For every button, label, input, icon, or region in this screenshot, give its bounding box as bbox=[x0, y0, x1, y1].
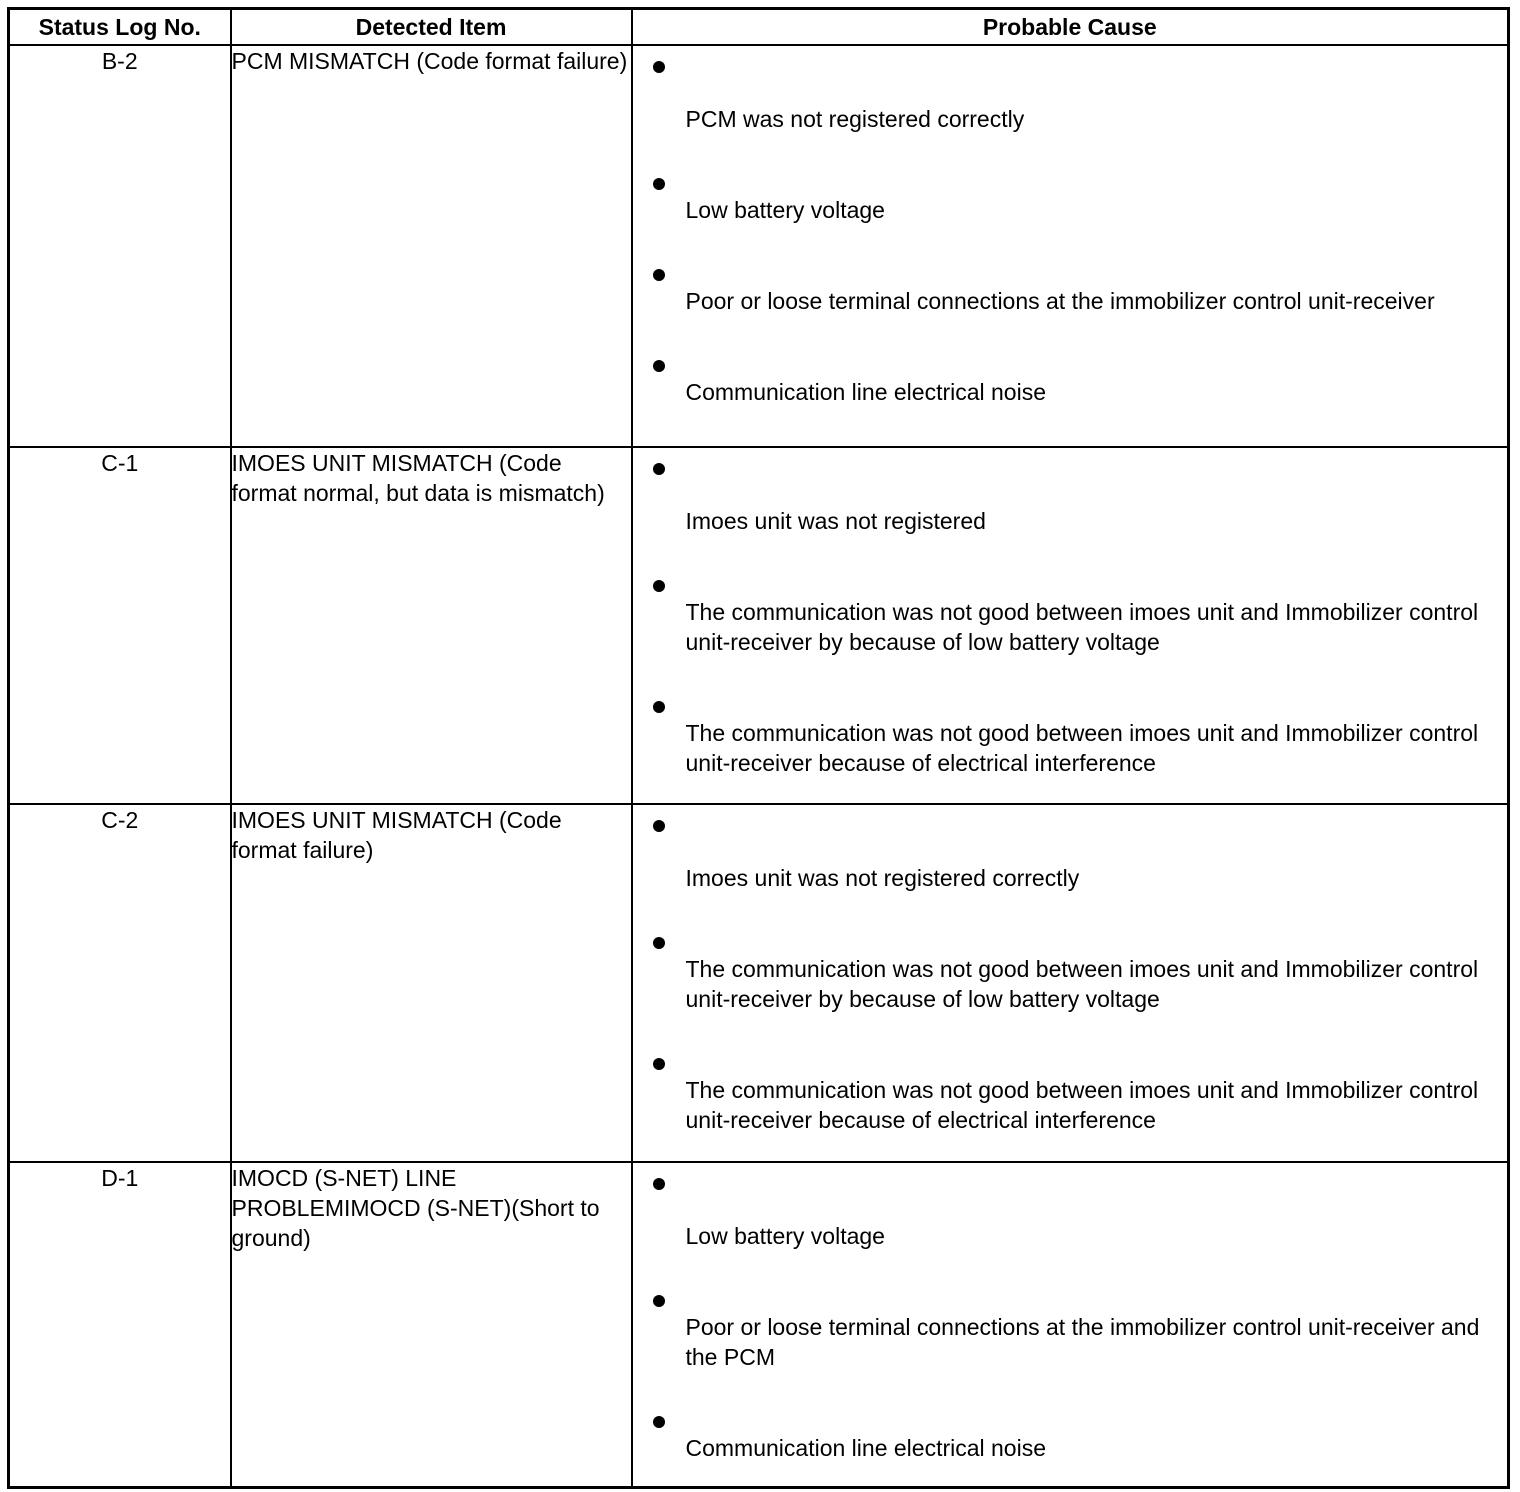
bullet-icon bbox=[653, 1178, 665, 1190]
bullet-icon bbox=[653, 1416, 665, 1428]
bullet-icon bbox=[653, 360, 665, 372]
bullet-icon bbox=[653, 820, 665, 832]
cause-list bbox=[633, 46, 1508, 407]
status-log-no-cell: C-1 bbox=[9, 447, 231, 804]
detected-item-cell: IMOES UNIT MISMATCH (Code format normal, but data is mismatch) bbox=[231, 447, 632, 804]
list-item bbox=[633, 1030, 1508, 1135]
bullet-icon bbox=[653, 937, 665, 949]
list-item bbox=[633, 552, 1508, 673]
header-detected-item: Detected Item bbox=[231, 9, 632, 46]
cause-text: The communication was not good between imoes unit and Immobilizer control unit-receiver because of electrical interference bbox=[685, 720, 1479, 776]
list-item bbox=[633, 448, 1508, 552]
header-row bbox=[9, 9, 1509, 46]
cause-text: Communication line electrical noise bbox=[685, 1435, 1046, 1461]
cause-text: Poor or loose terminal connections at the immobilizer control unit-receiver bbox=[685, 288, 1435, 314]
list-item bbox=[633, 241, 1508, 332]
detected-item-cell: IMOCD (S-NET) LINE PROBLEMIMOCD (S-NET)(Short to ground) bbox=[231, 1162, 632, 1488]
list-item bbox=[633, 46, 1508, 150]
table-row bbox=[9, 447, 1509, 804]
list-item bbox=[633, 805, 1508, 909]
cause-text: Imoes unit was not registered correctly bbox=[685, 865, 1080, 891]
bullet-icon bbox=[653, 269, 665, 281]
detected-item-cell: IMOES UNIT MISMATCH (Code format failure) bbox=[231, 804, 632, 1162]
cause-text: Poor or loose terminal connections at the immobilizer control unit-receiver and the PCM bbox=[685, 1314, 1480, 1370]
detected-item-cell: PCM MISMATCH (Code format failure) bbox=[231, 45, 632, 447]
cause-text: The communication was not good between imoes unit and Immobilizer control unit-receiver by because of low battery voltage bbox=[685, 599, 1479, 655]
probable-cause-cell bbox=[632, 447, 1509, 804]
list-item bbox=[633, 1388, 1508, 1463]
cause-list bbox=[633, 1163, 1508, 1463]
table-row bbox=[9, 804, 1509, 1162]
status-log-table bbox=[7, 7, 1510, 1489]
bullet-icon bbox=[653, 701, 665, 713]
list-item bbox=[633, 1267, 1508, 1388]
bullet-icon bbox=[653, 61, 665, 73]
status-log-no-cell: C-2 bbox=[9, 804, 231, 1162]
cause-text: Communication line electrical noise bbox=[685, 379, 1046, 405]
bullet-icon bbox=[653, 178, 665, 190]
cause-text: Imoes unit was not registered bbox=[685, 508, 986, 534]
probable-cause-cell bbox=[632, 45, 1509, 447]
table-row bbox=[9, 1162, 1509, 1488]
probable-cause-cell bbox=[632, 1162, 1509, 1488]
cause-list bbox=[633, 805, 1508, 1135]
header-probable-cause: Probable Cause bbox=[632, 9, 1509, 46]
list-item bbox=[633, 1163, 1508, 1267]
cause-text: The communication was not good between imoes unit and Immobilizer control unit-receiver because of electrical interference bbox=[685, 1077, 1479, 1133]
status-log-no-cell: B-2 bbox=[9, 45, 231, 447]
cause-text: Low battery voltage bbox=[685, 197, 885, 223]
list-item bbox=[633, 909, 1508, 1030]
cause-list bbox=[633, 448, 1508, 778]
list-item bbox=[633, 150, 1508, 241]
cause-text: PCM was not registered correctly bbox=[685, 106, 1025, 132]
bullet-icon bbox=[653, 1058, 665, 1070]
list-item bbox=[633, 332, 1508, 407]
bullet-icon bbox=[653, 463, 665, 475]
header-status-log-no: Status Log No. bbox=[9, 9, 231, 46]
table-row bbox=[9, 45, 1509, 447]
cause-text: The communication was not good between imoes unit and Immobilizer control unit-receiver by because of low battery voltage bbox=[685, 956, 1479, 1012]
cause-text: Low battery voltage bbox=[685, 1223, 885, 1249]
bullet-icon bbox=[653, 580, 665, 592]
list-item bbox=[633, 673, 1508, 778]
probable-cause-cell bbox=[632, 804, 1509, 1162]
status-log-no-cell: D-1 bbox=[9, 1162, 231, 1488]
bullet-icon bbox=[653, 1295, 665, 1307]
